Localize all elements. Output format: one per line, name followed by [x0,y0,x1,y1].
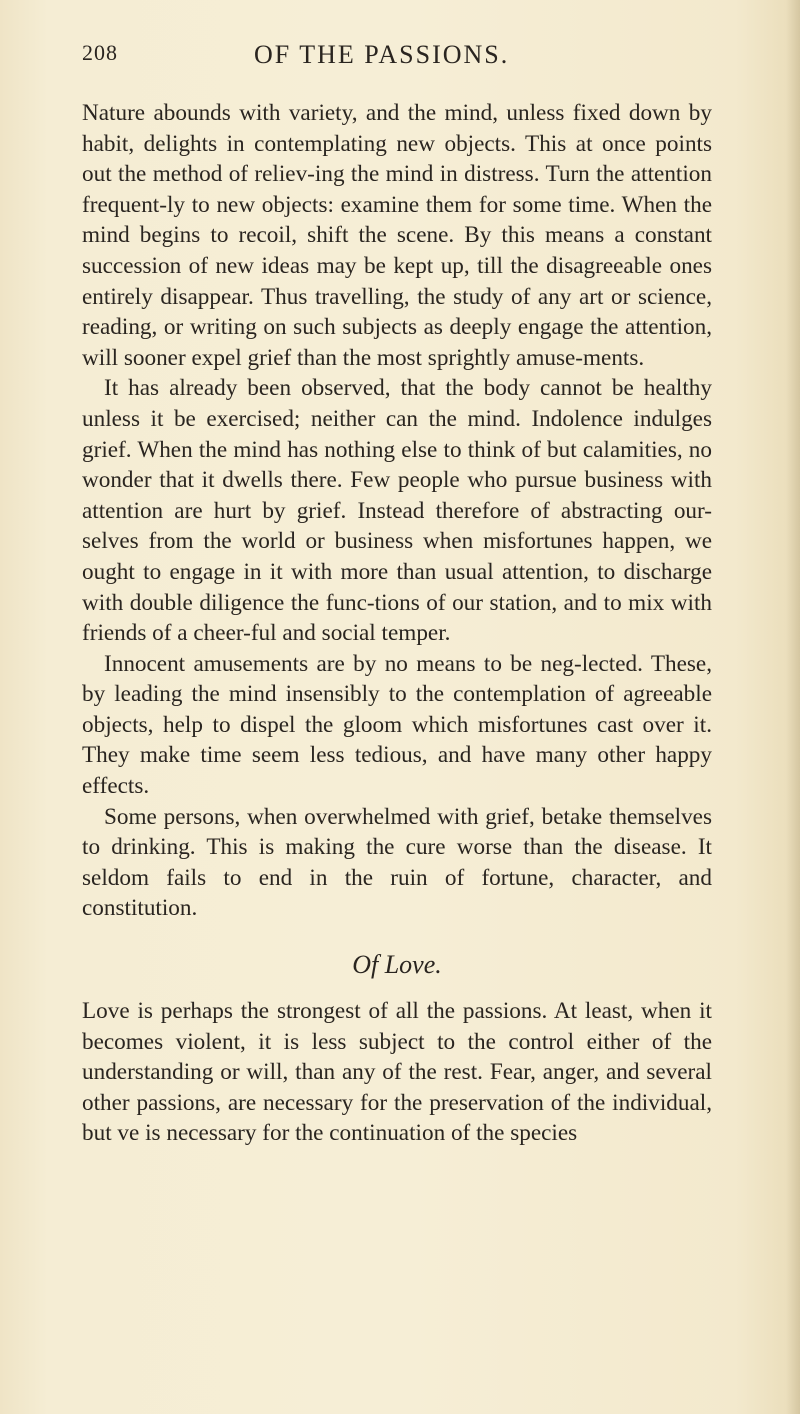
running-head-title: OF THE PASSIONS. [254,40,510,69]
body-text [82,98,712,1149]
paragraph-love: Love is perhaps the strongest of all the passions. At least, when it becomes violent, it is less subject to the control either of the understanding or will, than any of the rest. Fear, anger, and several other passions, are necessary for the preservation of the individual, but ve is necessary for the continuation of the species [82,998,712,1147]
paragraph-exercise: It has already been observed, that the body cannot be healthy unless it be exercised; neither can the mind. Indolence indulges grief. When the mind has nothing else to think of but calamities, no wonder that it dwells there. Few people who pursue business with attention are hurt by grief. Instead therefore of abstracting our-selves from the world or business when misfortunes happen, we ought to engage in it with more than usual attention, to discharge with double diligence the func-tions of our station, and to mix with friends of a cheer-ful and social temper. [82,375,712,647]
paragraph-variety: Nature abounds with variety, and the mind, unless fixed down by habit, delights in contemplating new objects. This at once points out the method of reliev-ing the mind in distress. Turn the attention frequent-ly to new objects: examine them for some time. When the mind begins to recoil, shift the scene. By this means a constant succession of new ideas may be kept up, till the disagreeable ones entirely disappear. Thus travelling, the study of any art or science, reading, or writing on such subjects as deeply engage the attention, will sooner expel grief than the most sprightly amuse-ments. [82,100,712,371]
page-edge-shadow [786,0,800,1414]
paragraph-amusements: Innocent amusements are by no means to be neg-lected. These, by leading the mind insensibly to the contemplation of agreeable objects, help to dispel the gloom which misfortunes cast over it. They make time seem less tedious, and have many other happy effects. [82,650,712,800]
paragraph-drinking: Some persons, when overwhelmed with grief, betake themselves to drinking. This is making the cure worse than the disease. It seldom fails to end in the ruin of fortune, character, and constitution. [82,803,712,922]
section-heading-of-love: Of Love. [352,950,442,980]
page-number: 208 [82,40,118,65]
running-head [82,40,702,80]
